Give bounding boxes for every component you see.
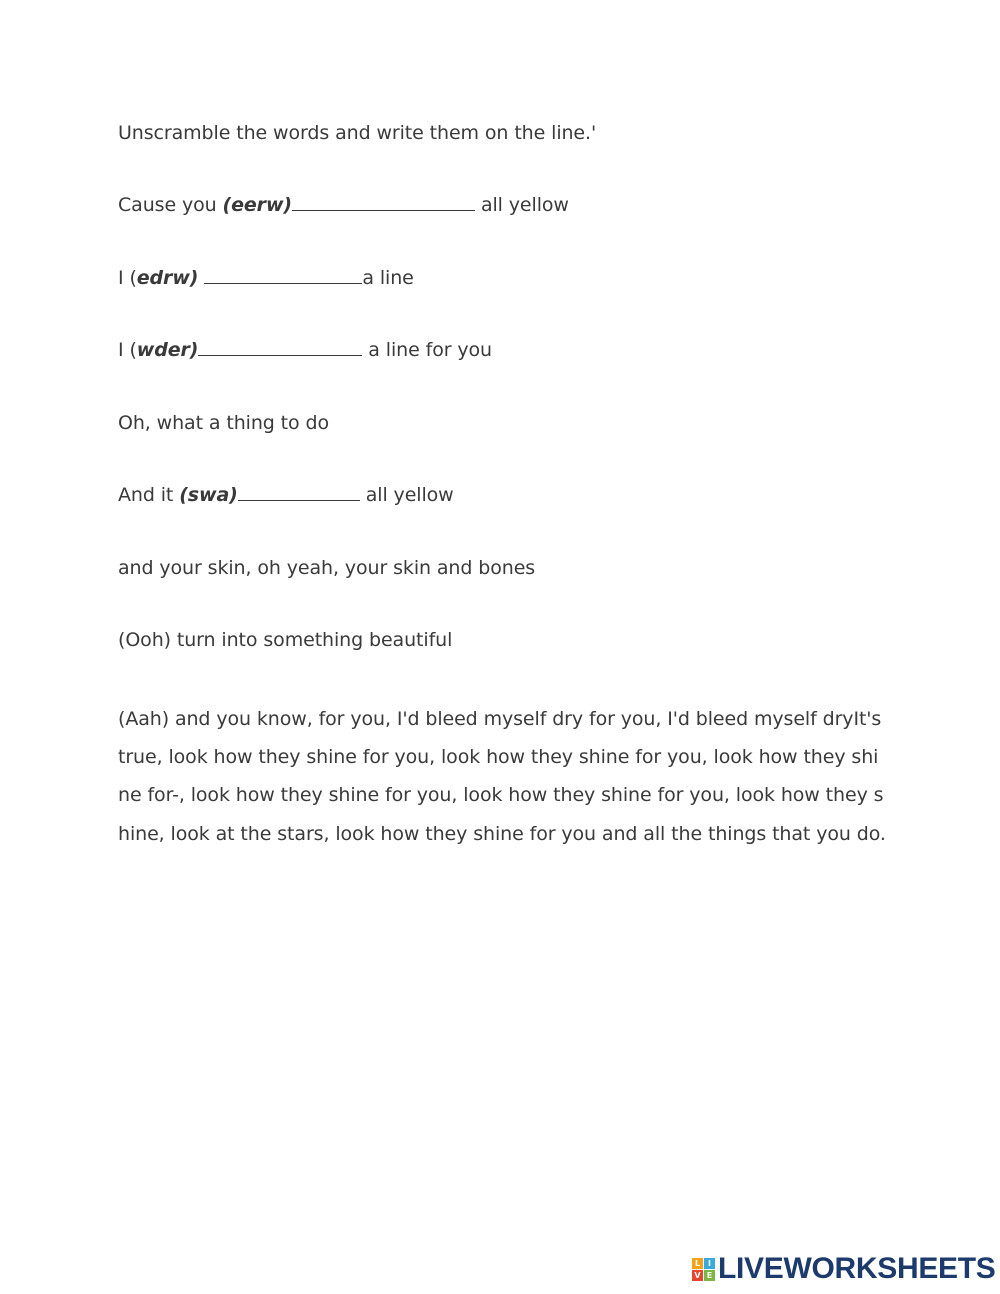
lyric-line-6: and your skin, oh yeah, your skin and bones (118, 557, 536, 579)
lyric-line-2 (118, 266, 414, 290)
line-3-prefix: I ( (118, 339, 137, 361)
line-5-prefix: And it (118, 484, 180, 506)
line-5-suffix: all yellow (359, 484, 454, 506)
line-1-prefix: Cause you (118, 194, 223, 216)
line-2-prefix: I ( (118, 267, 137, 289)
lyric-paragraph: (Aah) and you know, for you, I'd bleed myself dry for you, I'd bleed myself dryIt's true, look how they shine for you, look how they shine for you, look how they shine for-, look how they shine for you, look how they shine for you, look how they shine, look at the stars, look how they shine for you and all the things that you do. (118, 708, 886, 845)
liveworksheets-logo (692, 1254, 996, 1284)
line-3-answer-blank[interactable] (198, 341, 362, 356)
lyric-line-5 (118, 483, 454, 507)
logo-letter-v: V (692, 1270, 703, 1281)
line-1-answer-blank[interactable] (292, 196, 475, 211)
lyric-line-4: Oh, what a thing to do (118, 412, 329, 434)
lyric-line-3 (118, 338, 492, 362)
line-2-answer-blank[interactable] (204, 269, 362, 284)
line-1-suffix: all yellow (475, 194, 569, 216)
line-1-scrambled-word: (eerw) (222, 194, 292, 216)
live-logo-mark (692, 1258, 715, 1281)
logo-letter-l: L (692, 1258, 703, 1269)
instructions: Unscramble the words and write them on the line.' (118, 122, 597, 144)
line-3-scrambled-word: wder) (136, 339, 199, 361)
lyric-line-7: (Ooh) turn into something beautiful (118, 629, 453, 651)
line-2-suffix: a line (362, 267, 414, 289)
line-3-suffix: a line for you (362, 339, 492, 361)
line-5-scrambled-word: (swa) (179, 484, 238, 506)
logo-letter-e: E (704, 1270, 715, 1281)
line-5-answer-blank[interactable] (238, 486, 360, 501)
logo-letter-i: I (704, 1258, 715, 1269)
lyric-line-1 (118, 193, 569, 217)
brand-name: LIVEWORKSHEETS (718, 1252, 996, 1285)
line-2-scrambled-word: edrw) (136, 267, 199, 289)
